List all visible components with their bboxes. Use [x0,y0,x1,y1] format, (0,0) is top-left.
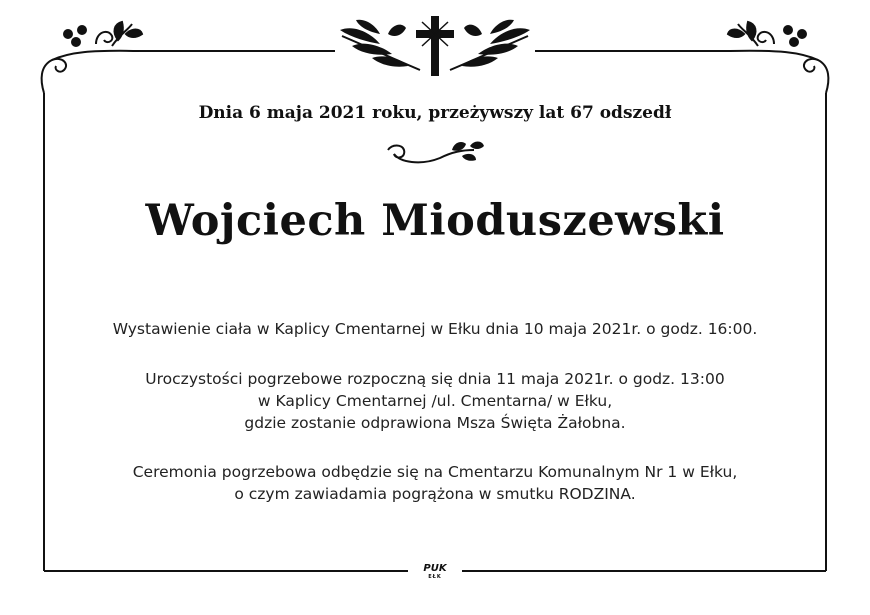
funeral-mass-line: Uroczystości pogrzebowe rozpoczną się dnia 11 maja 2021r. o godz. 13:00 [145,370,725,388]
puk-logo [417,564,453,580]
burial-line: o czym zawiadamia pogrążona w smutku RODZINA. [234,485,636,503]
floral-flourish-icon [42,22,142,93]
funeral-mass-paragraph [0,368,870,434]
cross-with-laurel-icon [340,16,530,76]
burial-paragraph [0,461,870,505]
viewing-line: Wystawienie ciała w Kaplicy Cmentarnej w Ełku dnia 10 maja 2021r. o godz. 16:00. [112,320,758,338]
logo-subtext: EŁK [428,574,442,580]
death-announcement-headline: Dnia 6 maja 2021 roku, przeżywszy lat 67 odszedł [198,103,672,123]
viewing-paragraph [0,318,870,340]
burial-line: Ceremonia pogrzebowa odbędzie się na Cmentarzu Komunalnym Nr 1 w Ełku, [132,463,738,481]
funeral-mass-line: gdzie zostanie odprawiona Msza Święta Żałobna. [244,414,626,432]
deceased-name: Wojciech Mioduszewski [145,196,725,246]
floral-flourish-icon [728,22,828,93]
swirl-leaf-ornament-icon [388,142,484,163]
funeral-mass-line: w Kaplicy Cmentarnej /ul. Cmentarna/ w Ełku, [257,392,613,410]
logo-text: PUK [423,563,447,574]
